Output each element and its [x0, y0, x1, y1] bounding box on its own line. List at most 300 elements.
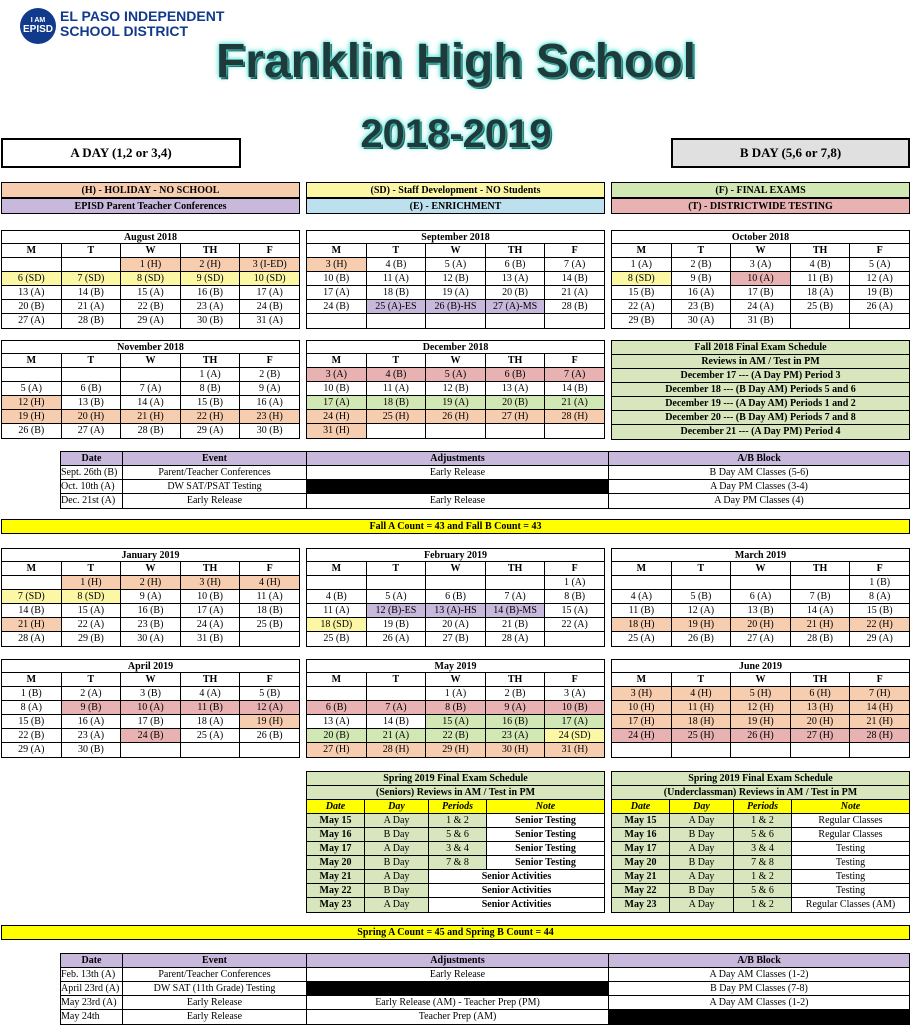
day-cell: 6 (B)	[307, 701, 367, 714]
day-cell: 26 (B)-HS	[426, 300, 486, 313]
day-cell: 20 (B)	[486, 396, 546, 409]
day-cell: 1 (H)	[121, 258, 181, 271]
weekday-label: TH	[791, 673, 851, 686]
day-cell: 30 (A)	[121, 632, 181, 646]
day-cell: 28 (B)	[561, 301, 588, 312]
weekday-label: M	[2, 673, 62, 686]
day-cell: 25 (B)	[307, 632, 367, 646]
week-row	[307, 286, 604, 300]
weekday-label: T	[62, 354, 122, 367]
event-date: May 24th	[61, 1010, 123, 1024]
week-row	[2, 743, 299, 757]
district-line-1: EL PASO INDEPENDENT	[60, 8, 225, 24]
day-cell: 3 (B)	[121, 687, 181, 700]
fall-count-banner: Fall A Count = 43 and Fall B Count = 43	[1, 519, 910, 534]
table-row	[612, 884, 909, 898]
day-cell: 8 (A)	[868, 591, 891, 602]
day-cell: 1 (B)	[2, 687, 62, 700]
week-row	[2, 382, 299, 396]
day-cell	[2, 576, 62, 589]
day-cell: 27 (A)	[62, 424, 122, 438]
weekday-label: W	[731, 562, 791, 575]
day-cell: 24 (H)	[612, 729, 672, 742]
fall-exam-line: December 21 --- (A Day PM) Period 4	[680, 426, 841, 437]
calendar-april-2019	[1, 659, 300, 758]
day-cell: 14 (B)	[367, 715, 427, 728]
day-cell: 4 (H)	[240, 576, 299, 589]
week-row	[612, 687, 909, 701]
day-cell: 18 (SD)	[307, 618, 367, 631]
day-cell: 7 (A)	[367, 701, 427, 714]
weekday-label: M	[2, 244, 62, 257]
day-cell	[62, 368, 122, 381]
day-cell: 3 (A)	[563, 688, 586, 699]
day-cell: 24 (H)	[307, 410, 367, 423]
day-cell: 9 (B)	[62, 701, 122, 714]
weekday-label: F	[571, 674, 578, 685]
day-cell	[545, 424, 604, 438]
day-cell	[240, 743, 299, 757]
day-cell: 2 (A)	[62, 687, 122, 700]
exam-day: B Day	[670, 884, 734, 897]
day-cell: 8 (B)	[426, 701, 486, 714]
month-title: November 2018	[2, 341, 299, 354]
under-exam-subtitle: (Underclassman) Reviews in AM / Test in PM	[612, 786, 909, 800]
day-cell: 25 (B)	[256, 619, 283, 630]
day-cell	[791, 314, 851, 328]
day-cell: 6 (H)	[791, 687, 851, 700]
weekday-header	[612, 673, 909, 687]
day-cell: 25 (A)-ES	[367, 300, 427, 313]
day-cell: 9 (B)	[672, 272, 732, 285]
day-cell	[121, 743, 181, 757]
event-block: A Day AM Classes (1-2)	[709, 997, 809, 1008]
day-cell	[850, 314, 909, 328]
week-row	[612, 743, 909, 757]
day-cell: 13 (A)-HS	[426, 604, 486, 617]
day-cell: 29 (A)	[866, 633, 893, 644]
event-name: DW SAT (11th Grade) Testing	[123, 982, 307, 995]
event-name: Early Release	[123, 494, 307, 508]
day-cell: 3 (I-ED)	[240, 258, 299, 271]
day-cell: 8 (SD)	[612, 272, 672, 285]
calendar-december-2018	[306, 340, 605, 439]
weekday-header	[2, 673, 299, 687]
header-adjustments: Adjustments	[307, 954, 609, 967]
week-row	[307, 258, 604, 272]
event-name: Early Release	[123, 1010, 307, 1024]
day-cell: 2 (H)	[181, 258, 241, 271]
day-cell: 22 (H)	[850, 618, 909, 631]
weekday-label: TH	[486, 244, 546, 257]
day-cell: 10 (SD)	[240, 272, 299, 285]
day-cell: 30 (B)	[256, 425, 283, 436]
week-row	[2, 715, 299, 729]
exam-day: B Day	[365, 856, 429, 869]
weekday-label: W	[121, 354, 181, 367]
day-cell: 26 (A)	[866, 301, 893, 312]
day-cell: 15 (B)	[2, 715, 62, 728]
event-date: Feb. 13th (A)	[61, 968, 123, 981]
day-cell: 8 (B)	[181, 382, 241, 395]
exam-day: A Day	[670, 842, 734, 855]
weekday-label: F	[266, 563, 273, 574]
weekday-label: T	[367, 673, 427, 686]
legend-final-exams: (F) - FINAL EXAMS	[611, 182, 910, 198]
weekday-label: TH	[181, 354, 241, 367]
exam-day: A Day	[670, 870, 734, 883]
weekday-label: F	[876, 245, 883, 256]
day-cell: 31 (H)	[307, 424, 367, 438]
day-cell: 22 (B)	[426, 729, 486, 742]
day-cell: 25 (B)	[791, 300, 851, 313]
header-date: Date	[612, 800, 670, 813]
day-cell: 28 (H)	[850, 729, 909, 742]
day-cell: 21 (H)	[791, 618, 851, 631]
day-cell: 10 (A)	[121, 701, 181, 714]
day-cell	[307, 314, 367, 328]
seniors-exam-subtitle: (Seniors) Reviews in AM / Test in PM	[307, 786, 604, 800]
day-cell: 19 (H)	[731, 715, 791, 728]
day-cell: 14 (B)-MS	[486, 604, 546, 617]
week-row	[307, 424, 604, 438]
day-cell: 9 (A)	[121, 590, 181, 603]
month-title: January 2019	[2, 549, 299, 562]
calendar-may-2019	[306, 659, 605, 758]
day-cell: 23 (H)	[240, 410, 299, 423]
day-cell: 12 (B)	[426, 272, 486, 285]
week-row	[307, 410, 604, 424]
day-cell: 14 (B)	[561, 383, 588, 394]
day-cell	[307, 576, 367, 589]
event-adjustment: Early Release	[307, 466, 609, 479]
day-cell: 18 (B)	[256, 605, 283, 616]
day-cell: 11 (B)	[791, 272, 851, 285]
day-cell: 17 (A)	[181, 604, 241, 617]
table-row	[612, 842, 909, 856]
day-cell: 27 (B)	[426, 632, 486, 646]
calendar-august-2018	[1, 230, 300, 329]
month-title: April 2019	[2, 660, 299, 673]
week-row	[307, 632, 604, 646]
table-row	[307, 870, 604, 884]
day-cell: 1 (A)	[612, 258, 672, 271]
table-header	[61, 452, 909, 466]
day-cell: 1 (A)	[181, 368, 241, 381]
day-cell: 6 (B)	[62, 382, 122, 395]
event-block: B Day PM Classes (7-8)	[710, 983, 808, 994]
exam-periods: 1 & 2	[429, 814, 487, 827]
day-cell: 27 (H)	[486, 410, 546, 423]
weekday-label: F	[266, 355, 273, 366]
week-row	[307, 618, 604, 632]
day-cell: 4 (B)	[367, 258, 427, 271]
day-cell: 4 (B)	[791, 258, 851, 271]
day-cell: 11 (A)	[256, 591, 283, 602]
day-cell: 11 (A)	[307, 604, 367, 617]
day-cell	[367, 687, 427, 700]
week-row	[612, 701, 909, 715]
table-row	[61, 1010, 909, 1024]
exam-note: Senior Activities	[481, 899, 552, 910]
day-cell	[181, 743, 241, 757]
table-header	[307, 800, 604, 814]
month-title: October 2018	[612, 231, 909, 244]
day-cell: 26 (B)	[2, 424, 62, 438]
day-cell: 3 (H)	[307, 258, 367, 271]
week-row	[2, 410, 299, 424]
header-date: Date	[307, 800, 365, 813]
week-row	[2, 286, 299, 300]
week-row	[307, 687, 604, 701]
day-cell: 22 (A)	[612, 300, 672, 313]
day-cell: 5 (A)	[2, 382, 62, 395]
day-cell: 5 (A)	[868, 259, 891, 270]
calendar-november-2018	[1, 340, 300, 439]
legend-conferences: EPISD Parent Teacher Conferences	[1, 198, 300, 214]
day-cell: 27 (A)	[731, 632, 791, 646]
day-cell: 2 (H)	[121, 576, 181, 589]
day-cell: 6 (B)	[486, 368, 546, 381]
event-block: A Day PM Classes (4)	[714, 495, 804, 506]
week-row	[2, 272, 299, 286]
event-adjustment: Early Release (AM) - Teacher Prep (PM)	[307, 996, 609, 1009]
weekday-label: M	[307, 562, 367, 575]
event-name: DW SAT/PSAT Testing	[123, 480, 307, 493]
exam-periods: 1 & 2	[734, 870, 792, 883]
day-cell: 10 (A)	[731, 272, 791, 285]
event-date: May 23rd (A)	[61, 996, 123, 1009]
weekday-header	[307, 244, 604, 258]
day-cell: 28 (A)	[486, 632, 546, 646]
day-cell: 10 (B)	[307, 382, 367, 395]
event-date: April 23rd (A)	[61, 982, 123, 995]
day-cell: 14 (B)	[561, 273, 588, 284]
day-cell: 31 (B)	[181, 632, 241, 646]
day-cell: 10 (H)	[612, 701, 672, 714]
day-cell: 15 (A)	[561, 605, 588, 616]
week-row	[2, 258, 299, 272]
weekday-header	[307, 562, 604, 576]
month-title: May 2019	[307, 660, 604, 673]
day-cell: 13 (A)	[2, 286, 62, 299]
day-cell: 14 (B)	[2, 604, 62, 617]
table-row	[307, 898, 604, 912]
weekday-label: T	[62, 673, 122, 686]
logo-mark-top: I AM	[30, 17, 46, 24]
week-row	[2, 618, 299, 632]
exam-note: Testing	[835, 871, 866, 882]
day-cell: 23 (A)	[486, 729, 546, 742]
table-header	[612, 800, 909, 814]
day-cell: 19 (A)	[426, 396, 486, 409]
day-cell: 13 (B)	[62, 396, 122, 409]
event-block: A Day AM Classes (1-2)	[709, 969, 809, 980]
weekday-header	[2, 562, 299, 576]
day-cell: 28 (A)	[2, 632, 62, 646]
day-cell: 15 (A)	[121, 286, 181, 299]
table-row	[307, 884, 604, 898]
day-cell: 27 (A)	[2, 314, 62, 328]
day-cell: 10 (B)	[307, 272, 367, 285]
day-cell	[791, 576, 851, 589]
exam-day: A Day	[365, 870, 429, 883]
event-date: Oct. 10th (A)	[61, 480, 123, 493]
exam-day: A Day	[365, 898, 429, 912]
event-name: Early Release	[123, 996, 307, 1009]
day-cell: 18 (A)	[181, 715, 241, 728]
day-cell: 21 (H)	[121, 410, 181, 423]
week-row	[307, 314, 604, 328]
week-row	[612, 729, 909, 743]
day-cell: 12 (B)-ES	[367, 604, 427, 617]
weekday-label: M	[2, 354, 62, 367]
event-adjustment: Early Release	[307, 494, 609, 508]
day-cell: 25 (H)	[672, 729, 732, 742]
week-row	[612, 604, 909, 618]
event-block-blacked	[609, 1010, 909, 1024]
week-row	[612, 258, 909, 272]
day-cell: 17 (H)	[612, 715, 672, 728]
day-cell: 4 (A)	[612, 590, 672, 603]
day-cell: 7 (A)	[545, 368, 604, 381]
event-block: B Day AM Classes (5-6)	[709, 467, 809, 478]
week-row	[612, 576, 909, 590]
day-cell: 24 (SD)	[545, 729, 604, 742]
weekday-label: TH	[791, 562, 851, 575]
exam-day: B Day	[365, 884, 429, 897]
weekday-header	[307, 354, 604, 368]
day-cell	[486, 576, 546, 589]
day-cell: 24 (B)	[256, 301, 283, 312]
fall-exam-line: December 20 --- (B Day AM) Periods 7 and 8	[612, 411, 909, 425]
event-date: Dec. 21st (A)	[61, 494, 123, 508]
day-cell: 31 (A)	[256, 315, 283, 326]
day-cell: 11 (B)	[181, 701, 241, 714]
weekday-header	[612, 562, 909, 576]
day-cell: 22 (A)	[62, 618, 122, 631]
week-row	[612, 314, 909, 328]
weekday-label: F	[876, 563, 883, 574]
day-cell: 23 (B)	[121, 618, 181, 631]
day-cell: 17 (A)	[545, 715, 604, 728]
day-cell: 5 (A)	[426, 258, 486, 271]
day-cell: 16 (A)	[256, 397, 283, 408]
day-cell: 26 (H)	[426, 410, 486, 423]
month-title: February 2019	[307, 549, 604, 562]
week-row	[307, 382, 604, 396]
exam-note: Senior Testing	[515, 815, 576, 826]
day-cell: 29 (A)	[2, 743, 62, 757]
week-row	[612, 632, 909, 646]
exam-periods: 5 & 6	[429, 828, 487, 841]
event-adjustment-blacked	[307, 982, 609, 995]
day-cell	[672, 743, 732, 757]
day-cell	[545, 632, 604, 646]
weekday-label: F	[266, 674, 273, 685]
day-cell: 2 (B)	[672, 258, 732, 271]
day-cell: 26 (B)	[672, 632, 732, 646]
header-periods: Periods	[734, 800, 792, 813]
exam-day: B Day	[670, 828, 734, 841]
weekday-label: F	[571, 563, 578, 574]
week-row	[2, 590, 299, 604]
seniors-exam-title: Spring 2019 Final Exam Schedule	[307, 772, 604, 786]
day-cell: 13 (B)	[731, 604, 791, 617]
day-cell: 25 (A)	[612, 632, 672, 646]
day-cell: 18 (B)	[367, 286, 427, 299]
day-cell: 30 (B)	[62, 743, 122, 757]
exam-day: A Day	[365, 814, 429, 827]
day-cell: 23 (B)	[672, 300, 732, 313]
spring-exam-seniors	[306, 771, 605, 913]
day-cell: 4 (H)	[672, 687, 732, 700]
event-adjustment: Early Release	[307, 968, 609, 981]
day-cell	[367, 314, 427, 328]
weekday-label: TH	[181, 562, 241, 575]
day-cell: 30 (B)	[181, 314, 241, 328]
header-day: Day	[670, 800, 734, 813]
exam-note: Senior Testing	[515, 843, 576, 854]
day-cell: 10 (B)	[545, 701, 604, 714]
week-row	[307, 300, 604, 314]
day-cell	[307, 687, 367, 700]
day-cell: 19 (H)	[240, 715, 299, 728]
day-cell: 12 (A)	[672, 604, 732, 617]
table-row	[61, 968, 909, 982]
day-cell: 29 (A)	[121, 314, 181, 328]
calendar-october-2018	[611, 230, 910, 329]
header-note: Note	[840, 801, 861, 812]
day-cell: 1 (H)	[62, 576, 122, 589]
table-row	[612, 856, 909, 870]
header-ab-block: A/B Block	[609, 452, 909, 465]
day-cell: 31 (B)	[731, 314, 791, 328]
day-cell	[850, 743, 909, 757]
day-cell: 23 (A)	[181, 300, 241, 313]
day-cell	[731, 743, 791, 757]
day-cell: 19 (A)	[426, 286, 486, 299]
day-cell: 21 (H)	[850, 715, 909, 728]
exam-date: May 23	[307, 898, 365, 912]
exam-day: A Day	[670, 898, 734, 912]
day-cell: 11 (A)	[367, 382, 427, 395]
day-cell: 16 (B)	[181, 286, 241, 299]
table-row	[61, 494, 909, 508]
day-cell: 22 (B)	[2, 729, 62, 742]
day-cell: 5 (A)	[426, 368, 486, 381]
table-row	[61, 982, 909, 996]
day-cell: 3 (H)	[612, 687, 672, 700]
day-cell	[612, 576, 672, 589]
day-cell: 8 (A)	[2, 701, 62, 714]
weekday-label: T	[367, 354, 427, 367]
table-row	[612, 814, 909, 828]
week-row	[2, 729, 299, 743]
district-line-2: SCHOOL DISTRICT	[60, 23, 189, 39]
week-row	[2, 300, 299, 314]
weekday-label: M	[612, 244, 672, 257]
legend-enrichment: (E) - ENRICHMENT	[306, 198, 605, 214]
day-cell	[240, 632, 299, 646]
spring-exam-underclassman	[611, 771, 910, 913]
fall-exam-schedule	[611, 340, 910, 440]
exam-periods: 3 & 4	[429, 842, 487, 855]
day-cell: 17 (A)	[256, 287, 283, 298]
day-cell: 8 (SD)	[62, 590, 122, 603]
day-cell: 1 (A)	[563, 577, 586, 588]
day-cell: 5 (B)	[672, 590, 732, 603]
